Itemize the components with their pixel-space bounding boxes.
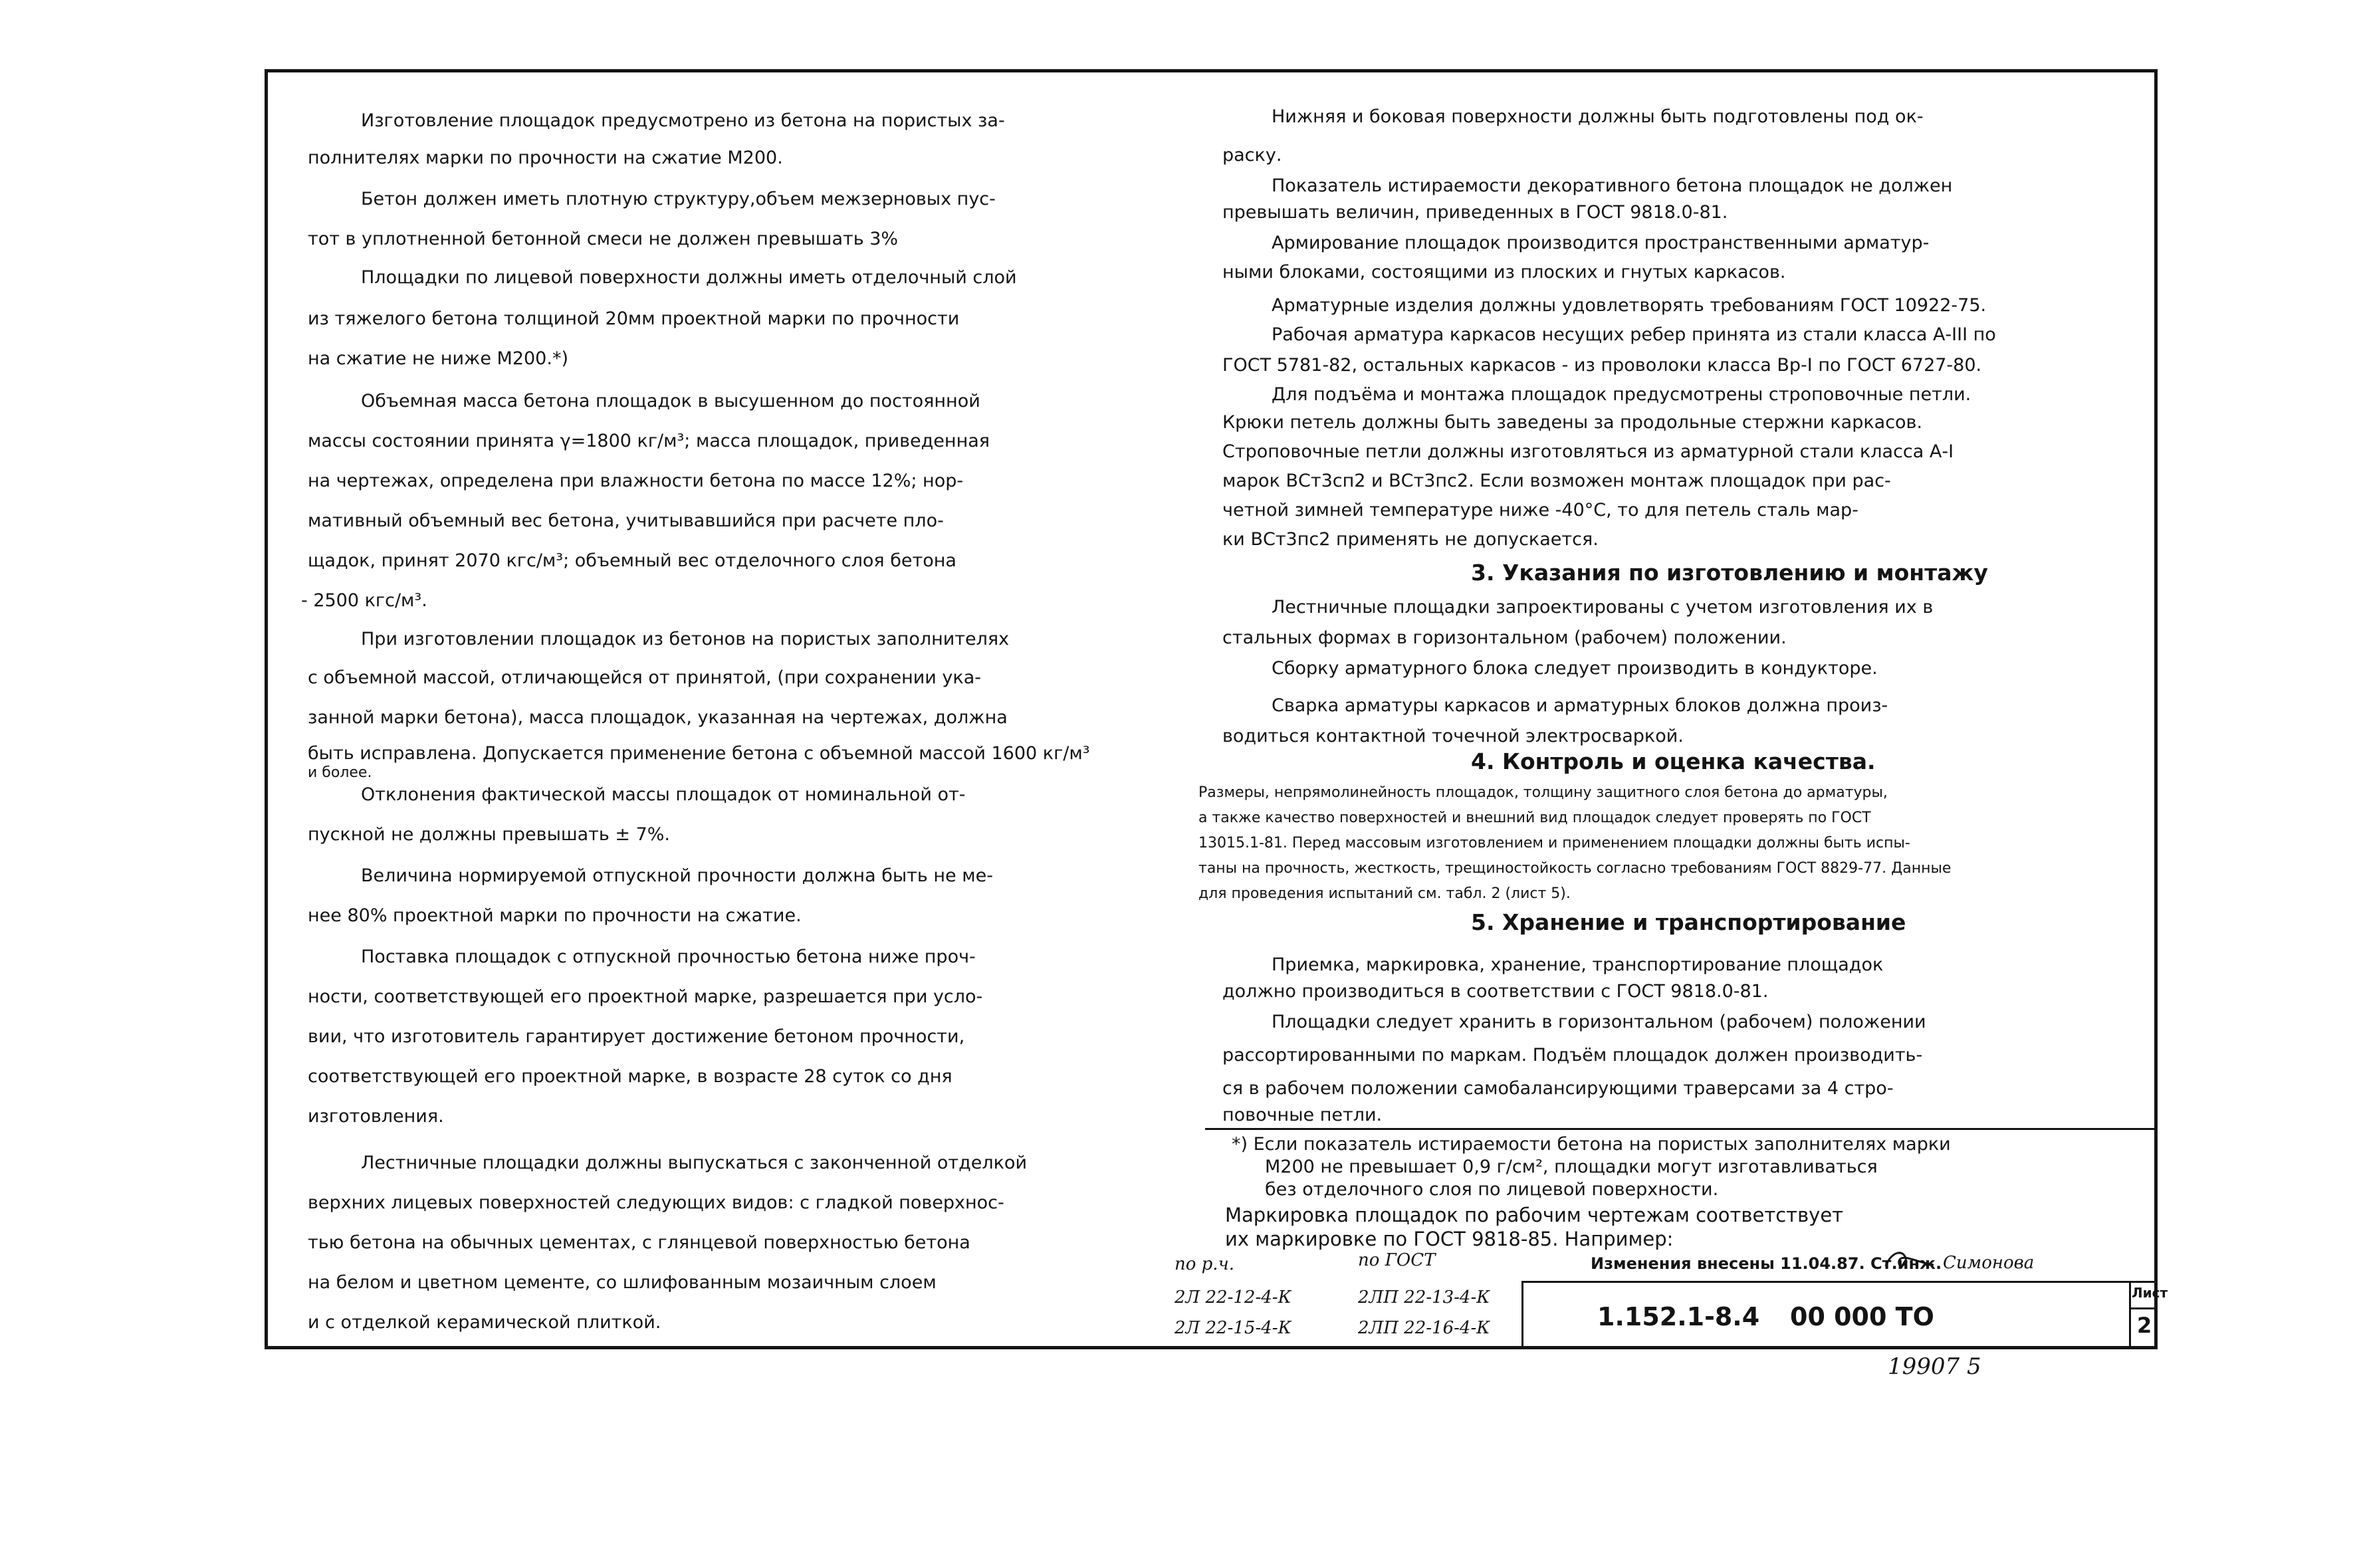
section-5-line: рассортированными по маркам. Подъём площадок должен производить- <box>1222 1045 1923 1065</box>
footnote-line: без отделочного слоя по лицевой поверхности. <box>1265 1179 1719 1200</box>
left-line: занной марки бетона), масса площадок, указанная на чертежах, должна <box>308 707 1008 728</box>
right-line: ГОСТ 5781-82, остальных каркасов - из проволоки класса Вр-I по ГОСТ 6727-80. <box>1222 355 1982 376</box>
marking-col1-header: по р.ч. <box>1175 1254 1235 1274</box>
section-5-line: ся в рабочем положении самобалансирующими траверсами за 4 стро- <box>1222 1078 1894 1099</box>
doc-number: 00 000 ТО <box>1790 1302 1934 1331</box>
left-line: тью бетона на обычных цементах, с глянцевой поверхностью бетона <box>308 1232 970 1253</box>
section-4-line: а также качество поверхностей и внешний вид площадок следует проверять по ГОСТ <box>1198 810 1871 826</box>
section-4-heading: 4. Контроль и оценка качества. <box>1471 748 1876 774</box>
right-line: Показатель истираемости декоративного бетона площадок не должен <box>1272 175 1953 196</box>
section-4-line: для проведения испытаний см. табл. 2 (лист 5). <box>1198 885 1571 902</box>
doc-code: 1.152.1-8.4 <box>1597 1302 1760 1331</box>
left-line: Объемная масса бетона площадок в высушенном до постоянной <box>361 391 980 411</box>
right-line: Нижняя и боковая поверхности должны быть подготовлены под ок- <box>1272 106 1924 127</box>
section-4-line: 13015.1-81. Перед массовым изготовлением и применением площадки должны быть испы- <box>1198 835 1910 851</box>
changes-note: Изменения внесены 11.04.87. Ст.инж. <box>1591 1254 1942 1273</box>
left-line: изготовления. <box>308 1106 444 1127</box>
title-block-border <box>1521 1281 1523 1347</box>
marking-cell: 2Л 22-12-4-К <box>1175 1288 1291 1307</box>
right-line: Строповочные петли должны изготовляться из арматурной стали класса А-I <box>1222 441 1954 462</box>
marking-col2-header: по ГОСТ <box>1358 1250 1436 1270</box>
changes-name: Симонова <box>1943 1253 2035 1273</box>
section-5-line: Приемка, маркировка, хранение, транспортирование площадок <box>1272 954 1884 975</box>
sheet-number: 2 <box>2137 1313 2152 1338</box>
left-line: щадок, принят 2070 кгс/м³; объемный вес отделочного слоя бетона <box>308 550 956 571</box>
section-3-line: Сборку арматурного блока следует производить в кондукторе. <box>1272 658 1878 679</box>
marking-line: Маркировка площадок по рабочим чертежам соответствует <box>1225 1204 1844 1226</box>
title-block-border <box>1521 1281 2158 1283</box>
right-line: Для подъёма и монтажа площадок предусмотрены строповочные петли. <box>1272 384 1971 405</box>
left-line: При изготовлении площадок из бетонов на пористых заполнителях <box>361 629 1010 649</box>
left-line: из тяжелого бетона толщиной 20мм проектной марки по прочности <box>308 308 960 329</box>
section-4-line: таны на прочность, жесткость, трещиностойкость согласно требованиям ГОСТ 8829-77. Данные <box>1198 860 1952 877</box>
footnote-divider <box>1205 1128 2156 1130</box>
left-line: с объемной массой, отличающейся от принятой, (при сохранении ука- <box>308 667 982 688</box>
left-line: и с отделкой керамической плиткой. <box>308 1312 661 1333</box>
left-line: Величина нормируемой отпускной прочности должна быть не ме- <box>361 865 993 886</box>
signature <box>1883 1246 1936 1277</box>
section-5-line: Площадки следует хранить в горизонтальном (рабочем) положении <box>1272 1012 1926 1032</box>
left-line: пускной не должны превышать ± 7%. <box>308 824 670 845</box>
left-line: Изготовление площадок предусмотрено из бетона на пористых за- <box>361 110 1005 131</box>
right-line: Крюки петель должны быть заведены за продольные стержни каркасов. <box>1222 412 1923 433</box>
left-line: и более. <box>308 764 372 781</box>
left-line: - 2500 кгс/м³. <box>301 590 427 611</box>
section-3-line: стальных формах в горизонтальном (рабочем) положении. <box>1222 627 1787 648</box>
left-line: ности, соответствующей его проектной марке, разрешается при усло- <box>308 986 983 1007</box>
right-line: ными блоками, состоящими из плоских и гнутых каркасов. <box>1222 262 1786 282</box>
drawing-sheet <box>265 69 2168 1349</box>
left-line: тот в уплотненной бетонной смеси не должен превышать 3% <box>308 229 899 249</box>
right-line: Армирование площадок производится пространственными арматур- <box>1272 233 1930 253</box>
right-line: Рабочая арматура каркасов несущих ребер принята из стали класса А-III по <box>1272 324 1996 345</box>
left-line: верхних лицевых поверхностей следующих видов: с гладкой поверхнос- <box>308 1192 1004 1213</box>
right-line: четной зимней температуре ниже -40°С, то для петель сталь мар- <box>1222 500 1858 520</box>
left-line: на белом и цветном цементе, со шлифованным мозаичным слоем <box>308 1272 937 1293</box>
footnote-line: *) Если показатель истираемости бетона на пористых заполнителях марки <box>1232 1134 1951 1155</box>
marking-line: их маркировке по ГОСТ 9818-85. Например: <box>1225 1228 1674 1250</box>
section-5-heading: 5. Хранение и транспортирование <box>1471 909 1906 935</box>
section-3-line: водиться контактной точечной электросваркой. <box>1222 726 1684 746</box>
section-3-heading: 3. Указания по изготовлению и монтажу <box>1471 560 1988 586</box>
section-3-line: Лестничные площадки запроектированы с учетом изготовления их в <box>1272 597 1934 617</box>
right-line: ки ВСт3пс2 применять не допускается. <box>1222 529 1599 550</box>
section-3-line: Сварка арматуры каркасов и арматурных блоков должна произ- <box>1272 695 1888 716</box>
section-5-line: должно производиться в соответствии с ГОСТ 9818.0-81. <box>1222 981 1769 1002</box>
left-line: Поставка площадок с отпускной прочностью бетона ниже проч- <box>361 947 976 967</box>
left-line: Бетон должен иметь плотную структуру,объем межзерновых пус- <box>361 189 996 209</box>
left-line: Лестничные площадки должны выпускаться с законченной отделкой <box>361 1153 1027 1173</box>
right-line: раску. <box>1222 145 1282 166</box>
archive-number: 19907 5 <box>1888 1353 1981 1380</box>
left-line: соответствующей его проектной марке, в возрасте 28 суток со дня <box>308 1066 953 1087</box>
marking-cell: 2ЛП 22-13-4-К <box>1358 1288 1490 1307</box>
left-line: вии, что изготовитель гарантирует достижение бетоном прочности, <box>308 1026 965 1047</box>
left-line: нее 80% проектной марки по прочности на сжатие. <box>308 905 802 926</box>
title-block-border <box>2129 1307 2158 1309</box>
left-line: Отклонения фактической массы площадок от номинальной от- <box>361 784 966 805</box>
right-line: превышать величин, приведенных в ГОСТ 9818.0-81. <box>1222 202 1728 223</box>
right-line: марок ВСт3сп2 и ВСт3пс2. Если возможен монтаж площадок при рас- <box>1222 471 1891 491</box>
left-line: на чертежах, определена при влажности бетона по массе 12%; нор- <box>308 471 964 491</box>
left-line: массы состоянии принята γ=1800 кг/м³; масса площадок, приведенная <box>308 431 990 451</box>
left-line: быть исправлена. Допускается применение бетона с объемной массой 1600 кг/м³ <box>308 743 1090 764</box>
left-line: мативный объемный вес бетона, учитывавшийся при расчете пло- <box>308 510 944 531</box>
left-line: Площадки по лицевой поверхности должны иметь отделочный слой <box>361 267 1017 288</box>
sheet-label: Лист <box>2132 1285 2168 1301</box>
footnote-line: М200 не превышает 0,9 г/см², площадки могут изготавливаться <box>1265 1157 1878 1177</box>
marking-cell: 2ЛП 22-16-4-К <box>1358 1318 1490 1338</box>
left-line: на сжатие не ниже М200.*) <box>308 348 568 369</box>
section-5-line: повочные петли. <box>1222 1105 1383 1125</box>
title-block-border <box>2129 1281 2131 1347</box>
right-line: Арматурные изделия должны удовлетворять требованиям ГОСТ 10922-75. <box>1272 295 1987 316</box>
section-4-line: Размеры, непрямолинейность площадок, толщину защитного слоя бетона до арматуры, <box>1198 784 1888 801</box>
left-line: полнителях марки по прочности на сжатие М200. <box>308 148 783 168</box>
marking-cell: 2Л 22-15-4-К <box>1175 1318 1291 1338</box>
